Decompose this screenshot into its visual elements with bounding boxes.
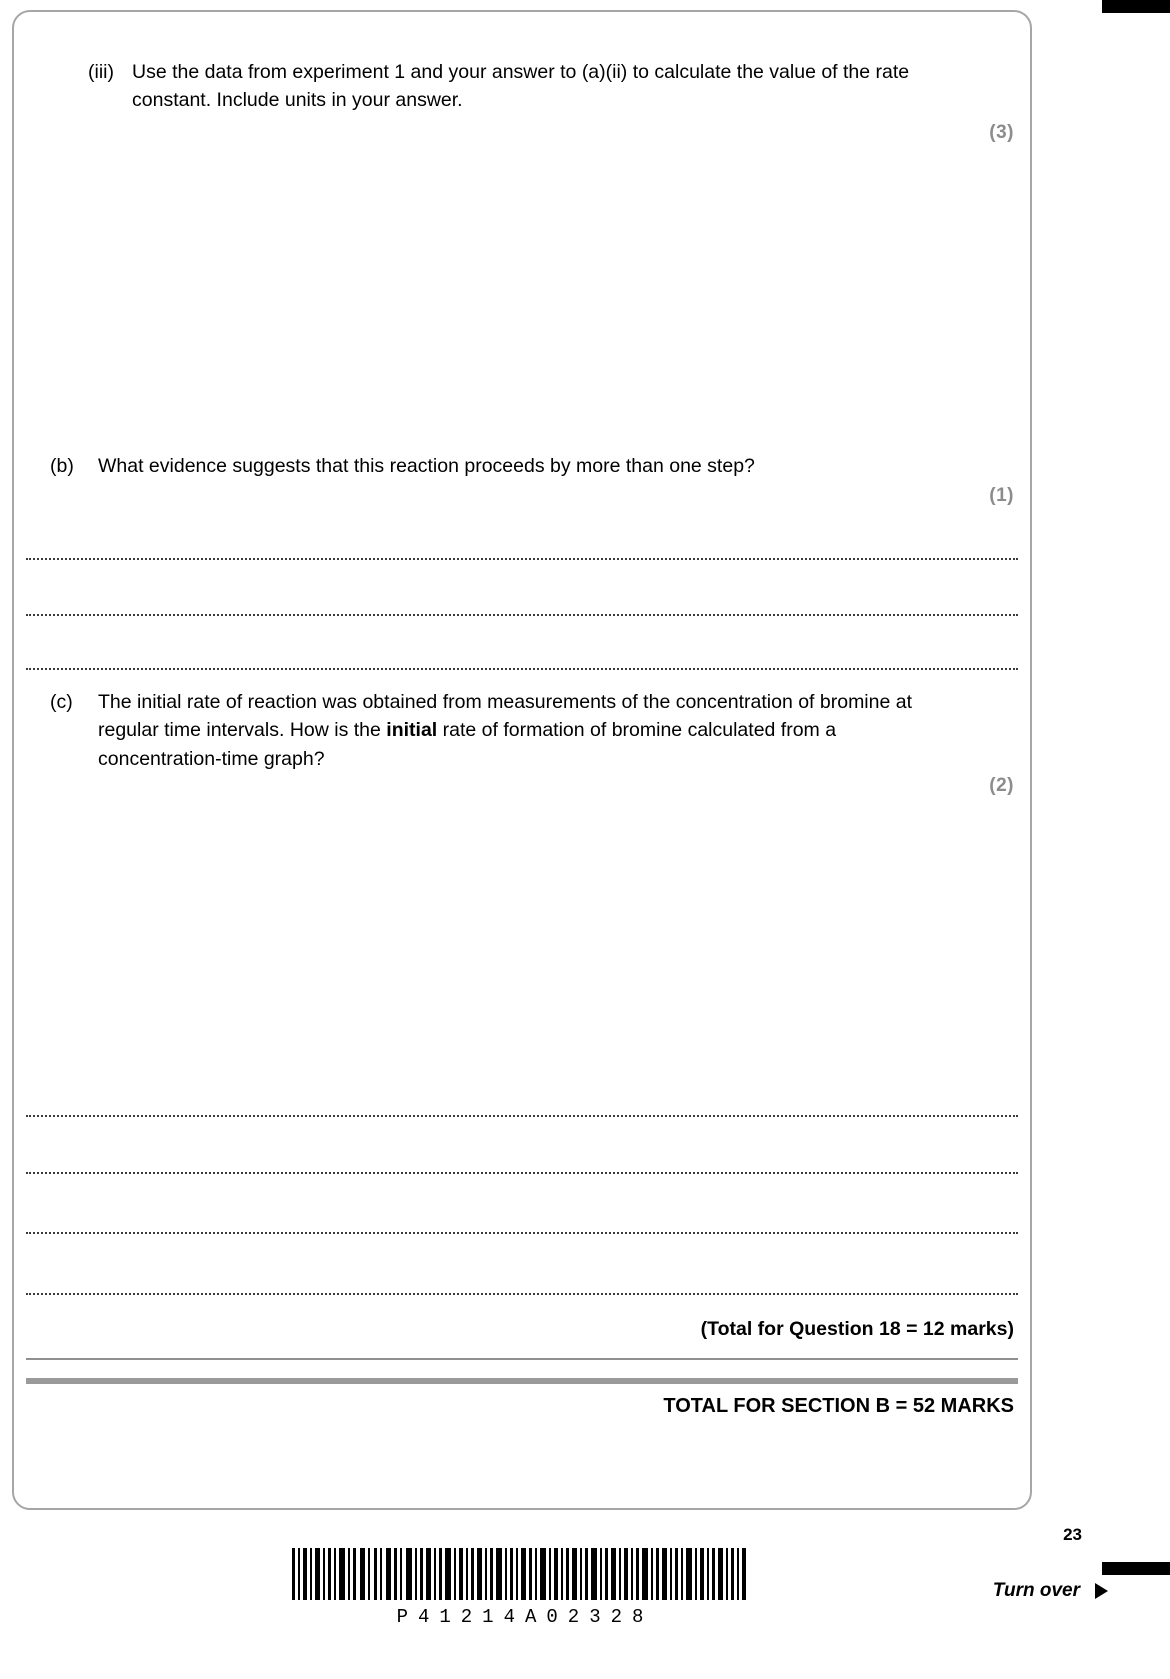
page-content bbox=[12, 10, 1032, 1510]
question-c-text-part2: rate of formation of bromine calculated from a concentration-time graph? bbox=[98, 719, 837, 770]
question-b-text: What evidence suggests that this reaction proceeds by more than one step? bbox=[98, 455, 755, 477]
turn-over-arrow-icon bbox=[1095, 1583, 1108, 1599]
question-c-text bbox=[98, 688, 930, 773]
answer-line[interactable] bbox=[26, 614, 1018, 616]
page-number: 23 bbox=[1063, 1525, 1082, 1544]
turn-over-label: Turn over bbox=[992, 1580, 1080, 1601]
question-a-iii-label: (iii) bbox=[88, 61, 114, 83]
barcode bbox=[290, 1548, 750, 1610]
answer-line[interactable] bbox=[26, 558, 1018, 560]
question-b-label: (b) bbox=[50, 455, 74, 477]
answer-line[interactable] bbox=[26, 1115, 1018, 1117]
answer-line[interactable] bbox=[26, 1172, 1018, 1174]
question-a-iii-marks: (3) bbox=[989, 122, 1014, 143]
divider-thin bbox=[26, 1358, 1018, 1360]
question-c-label: (c) bbox=[50, 691, 73, 713]
answer-line[interactable] bbox=[26, 1293, 1018, 1295]
question-c bbox=[50, 688, 930, 773]
question-c-marks: (2) bbox=[989, 775, 1014, 796]
question-a-iii bbox=[88, 58, 918, 115]
divider-thick bbox=[26, 1378, 1018, 1384]
question-total: (Total for Question 18 = 12 marks) bbox=[700, 1318, 1014, 1340]
question-c-text-emphasis: initial bbox=[386, 719, 438, 742]
registration-mark-top bbox=[1102, 0, 1170, 13]
question-b-marks: (1) bbox=[989, 485, 1014, 506]
section-total: TOTAL FOR SECTION B = 52 MARKS bbox=[663, 1395, 1014, 1417]
question-c-text-part1: The initial rate of reaction was obtained from measurements of the concentration of bromine at regular time intervals. How is the bbox=[98, 691, 913, 742]
answer-line[interactable] bbox=[26, 668, 1018, 670]
registration-mark-bottom bbox=[1102, 1562, 1170, 1575]
barcode-svg bbox=[290, 1548, 750, 1600]
barcode-number: P41214A02328 bbox=[396, 1606, 654, 1628]
question-a-iii-text: Use the data from experiment 1 and your answer to (a)(ii) to calculate the value of the rate constant. Include units in your answer. bbox=[132, 61, 910, 112]
answer-line[interactable] bbox=[26, 1232, 1018, 1234]
question-b bbox=[50, 452, 930, 480]
